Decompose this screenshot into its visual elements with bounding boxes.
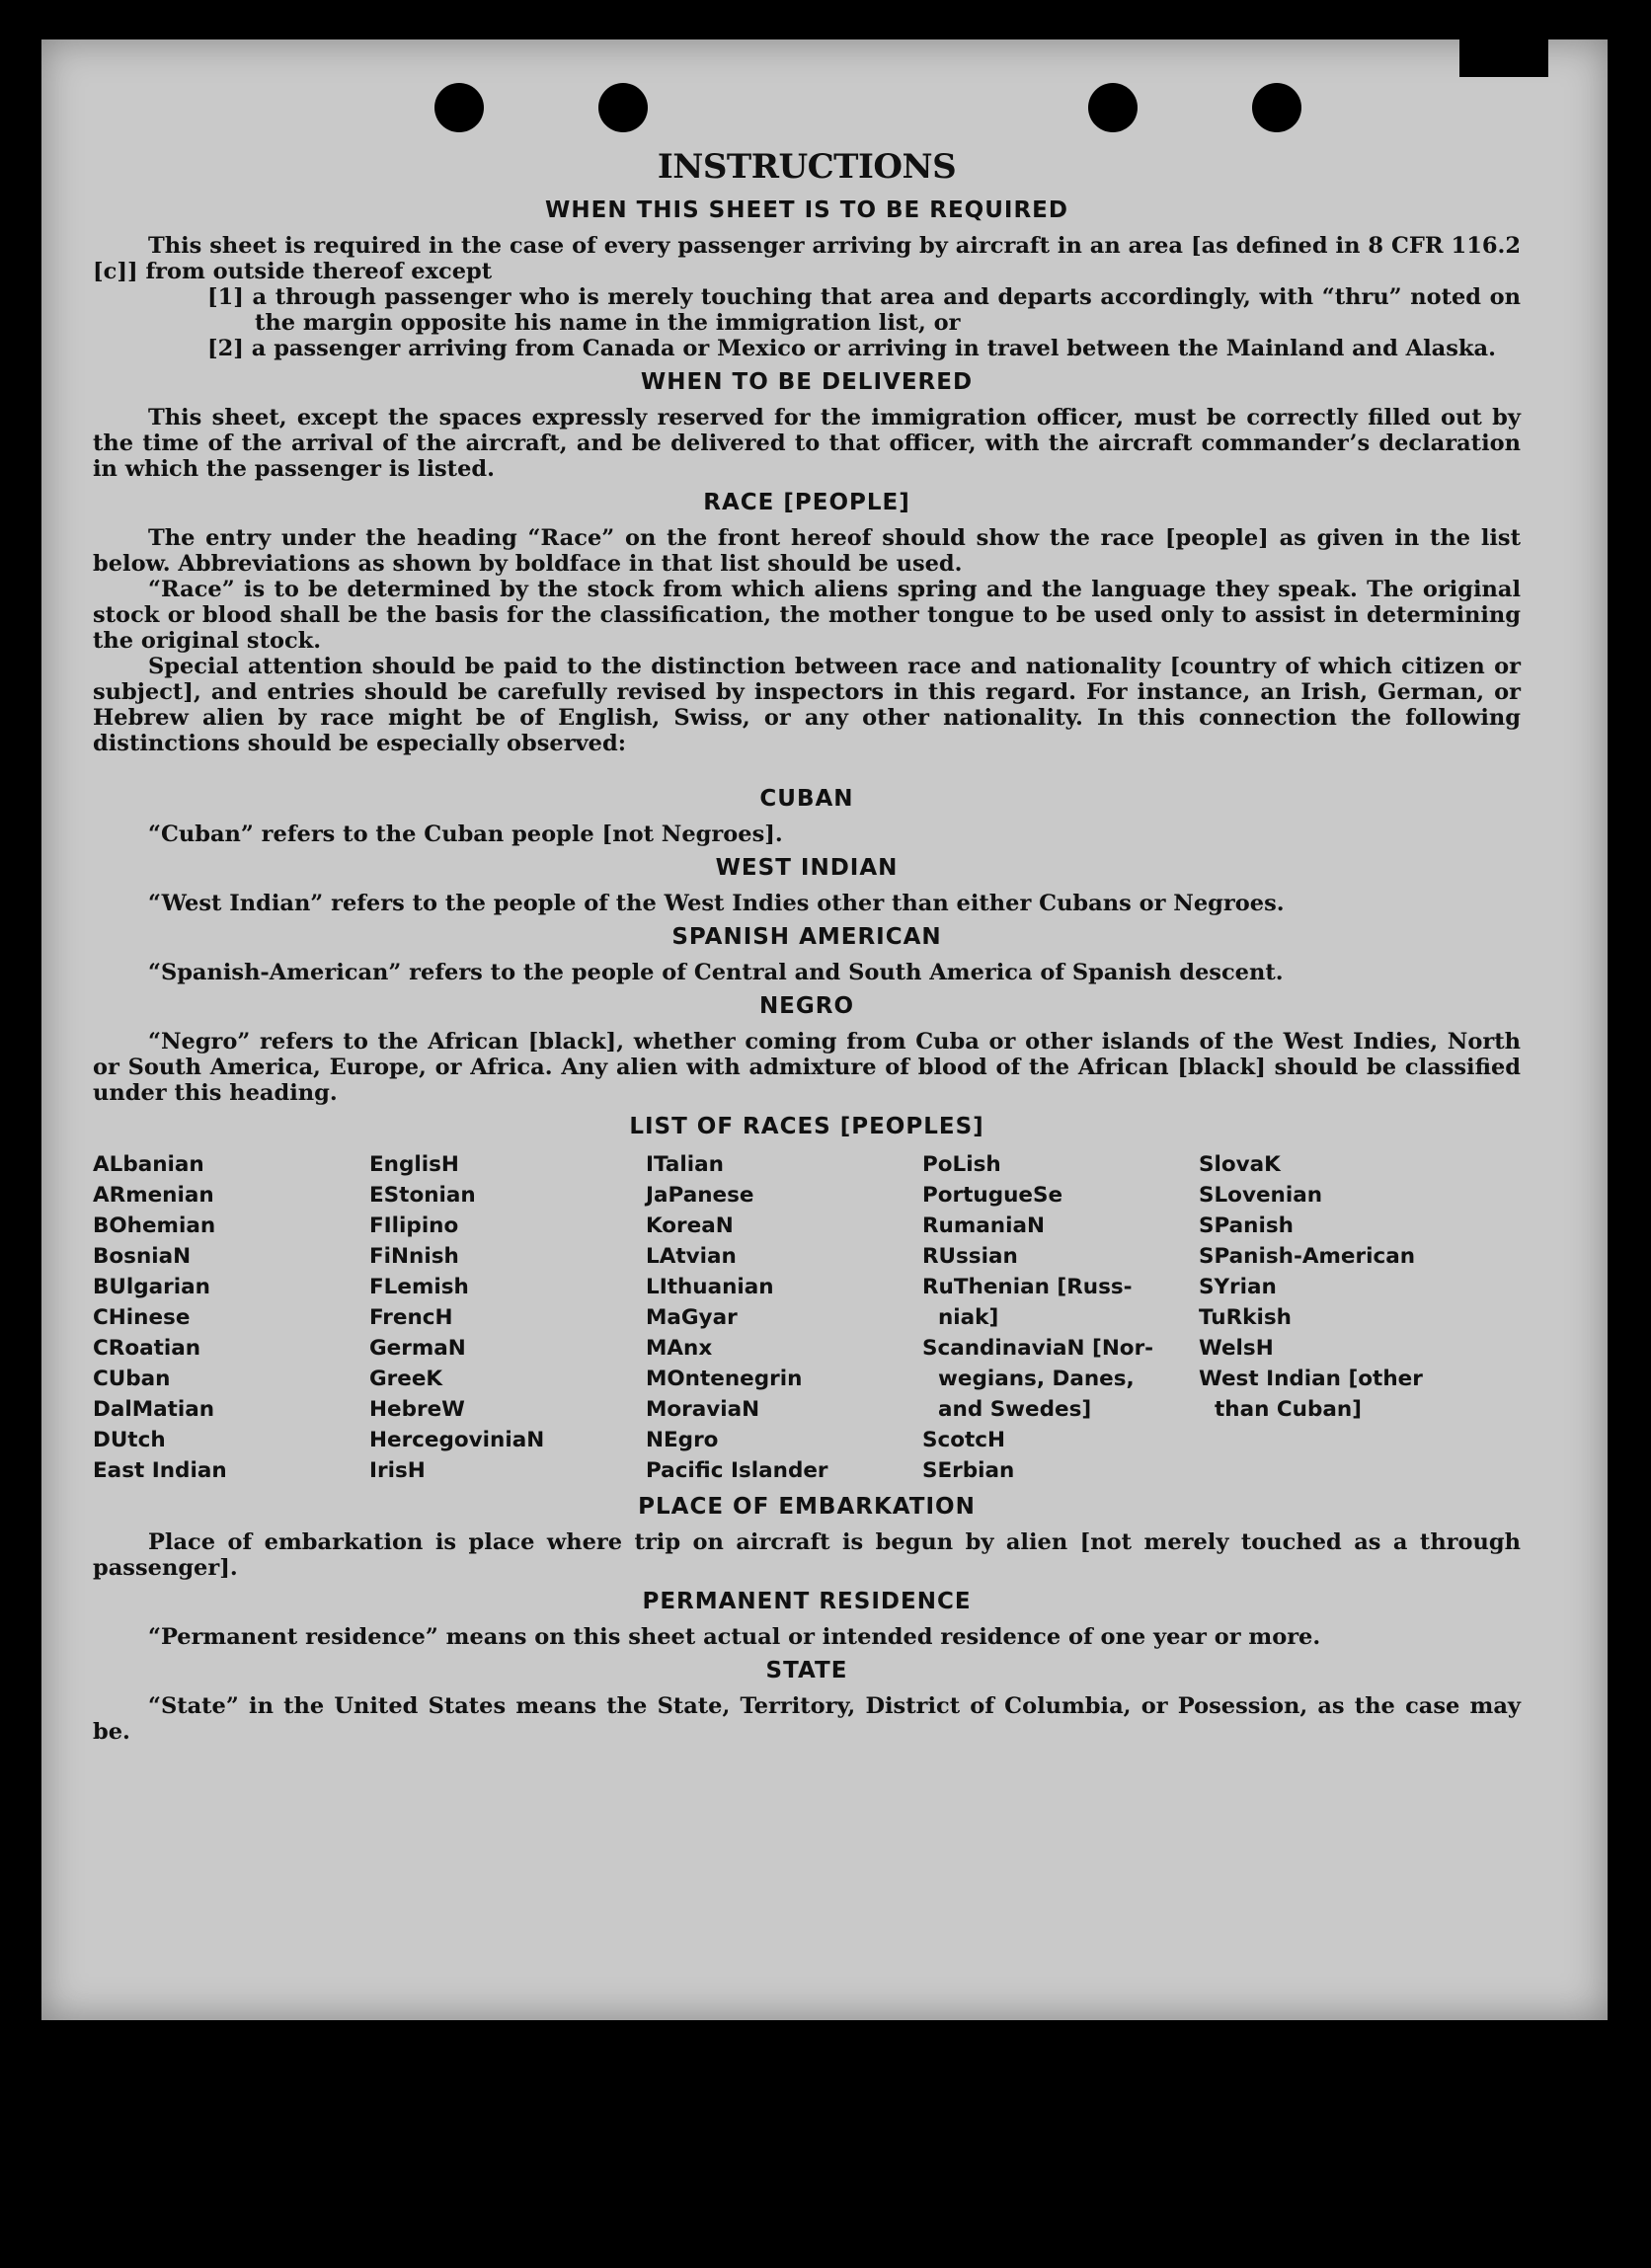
race-paragraph-3: Special attention should be paid to the distinction between race and nationality [country of which citizen or subject], and entries should be carefully revised by inspectors in this regard. For instance, an Irish, German, or Hebrew alien by race might be of English, Swiss, or any other nationality. In this connection the following distinctions should be especially observed:: [93, 654, 1521, 756]
heading-when-delivered: WHEN TO BE DELIVERED: [640, 369, 974, 395]
race-entry: FIlipino: [369, 1213, 459, 1238]
heading-race: RACE [PEOPLE]: [703, 490, 910, 515]
race-entry: GermaN: [369, 1336, 466, 1361]
race-column: [922, 1149, 1199, 1486]
heading-permanent-residence: PERMANENT RESIDENCE: [642, 1589, 972, 1614]
race-entry: WelsH: [1199, 1336, 1274, 1361]
race-entry: MOntenegrin: [646, 1367, 803, 1391]
race-column: [93, 1149, 369, 1486]
permanent-residence-text: “Permanent residence” means on this sheet actual or intended residence of one year or more.: [148, 1624, 1321, 1650]
exception-item-1: [1] a through passenger who is merely touching that area and departs accordingly, with “thru” noted on the margin opposite his name in the immigration list, or: [207, 284, 1521, 336]
heading-cuban: CUBAN: [759, 786, 854, 812]
instructions-content: [93, 148, 1521, 1745]
race-column: [369, 1149, 646, 1486]
race-entry: CUban: [93, 1367, 171, 1391]
race-entry: CHinese: [93, 1305, 191, 1330]
heading-state: STATE: [765, 1658, 848, 1683]
west-indian-text: “West Indian” refers to the people of the West Indies other than either Cubans or Negroes.: [148, 891, 1285, 916]
race-entry: KoreaN: [646, 1213, 734, 1238]
race-entry: TuRkish: [1199, 1305, 1292, 1330]
embarkation-text: Place of embarkation is place where trip on aircraft is begun by alien [not merely touched as a through passenger].: [93, 1529, 1521, 1581]
page-title: INSTRUCTIONS: [657, 147, 957, 187]
race-entry: BOhemian: [93, 1213, 216, 1238]
punch-hole: [1252, 83, 1301, 132]
race-entry: BUlgarian: [93, 1275, 210, 1299]
race-entry: DUtch: [93, 1428, 166, 1452]
race-paragraph-2: “Race” is to be determined by the stock from which aliens spring and the language they speak. The original stock or blood shall be the basis for the classification, the mother tongue to be used only to assist in determining the original stock.: [93, 577, 1521, 654]
race-entry: JaPanese: [646, 1183, 754, 1208]
race-entry: ITalian: [646, 1152, 724, 1177]
heading-negro: NEGRO: [758, 993, 855, 1019]
race-entry: MaGyar: [646, 1305, 738, 1330]
race-entry: BosniaN: [93, 1244, 192, 1269]
race-entry: RumaniaN: [922, 1213, 1045, 1238]
race-entry: NEgro: [646, 1428, 719, 1452]
race-entry: RuThenian [Russ-: [922, 1275, 1133, 1299]
race-entry: HercegoviniaN: [369, 1428, 545, 1452]
race-entry: DalMatian: [93, 1397, 215, 1422]
race-entry: wegians, Danes,: [938, 1367, 1135, 1391]
heading-embarkation: PLACE OF EMBARKATION: [638, 1494, 976, 1520]
race-entry: SYrian: [1199, 1275, 1277, 1299]
race-entry: FLemish: [369, 1275, 469, 1299]
race-entry: GreeK: [369, 1367, 443, 1391]
when-delivered-text: This sheet, except the spaces expressly reserved for the immigration officer, must be correctly filled out by the time of the arrival of the aircraft, and be delivered to that officer, with the aircraft commander’s declaration in which the passenger is listed.: [93, 405, 1521, 482]
race-entry: LIthuanian: [646, 1275, 774, 1299]
race-entry: EStonian: [369, 1183, 476, 1208]
exception-item-2: [2] a passenger arriving from Canada or Mexico or arriving in travel between the Mainland and Alaska.: [207, 336, 1496, 361]
race-entry: LAtvian: [646, 1244, 737, 1269]
race-entry: ScotcH: [922, 1428, 1006, 1452]
punch-hole: [434, 83, 484, 132]
race-entry: niak]: [938, 1305, 999, 1330]
punch-hole: [1088, 83, 1138, 132]
race-entry: PortugueSe: [922, 1183, 1063, 1208]
race-list: [93, 1149, 1521, 1486]
when-required-intro: This sheet is required in the case of every passenger arriving by aircraft in an area [as defined in 8 CFR 116.2 [c]] from outside thereof except: [93, 233, 1521, 284]
heading-list-of-races: LIST OF RACES [PEOPLES]: [629, 1114, 984, 1139]
race-entry: IrisH: [369, 1458, 426, 1483]
race-entry: ARmenian: [93, 1183, 214, 1208]
race-entry: Pacific Islander: [646, 1458, 828, 1483]
heading-west-indian: WEST INDIAN: [715, 855, 899, 881]
race-entry: FiNnish: [369, 1244, 459, 1269]
race-paragraph-1: The entry under the heading “Race” on the front hereof should show the race [people] as given in the list below. Abbreviations as shown by boldface in that list should be used.: [93, 525, 1521, 577]
race-entry: ALbanian: [93, 1152, 204, 1177]
race-entry: than Cuban]: [1215, 1397, 1362, 1422]
race-entry: SlovaK: [1199, 1152, 1281, 1177]
race-entry: and Swedes]: [938, 1397, 1092, 1422]
race-entry: SErbian: [922, 1458, 1015, 1483]
race-column: [646, 1149, 922, 1486]
race-entry: West Indian [other: [1199, 1367, 1423, 1391]
negro-text: “Negro” refers to the African [black], whether coming from Cuba or other islands of the West Indies, North or South America, Europe, or Africa. Any alien with admixture of blood of the African [black] should be classified under this heading.: [93, 1029, 1521, 1106]
race-column: [1199, 1149, 1475, 1486]
race-entry: CRoatian: [93, 1336, 201, 1361]
heading-when-required: WHEN THIS SHEET IS TO BE REQUIRED: [545, 197, 1068, 223]
race-entry: SLovenian: [1199, 1183, 1323, 1208]
race-entry: PoLish: [922, 1152, 1001, 1177]
race-entry: MAnx: [646, 1336, 713, 1361]
race-entry: FrencH: [369, 1305, 453, 1330]
race-entry: SPanish-American: [1199, 1244, 1416, 1269]
spanish-american-text: “Spanish-American” refers to the people of Central and South America of Spanish descent.: [148, 960, 1284, 985]
race-entry: ScandinaviaN [Nor-: [922, 1336, 1154, 1361]
race-entry: EnglisH: [369, 1152, 459, 1177]
heading-spanish-american: SPANISH AMERICAN: [671, 924, 942, 950]
race-entry: RUssian: [922, 1244, 1018, 1269]
state-text: “State” in the United States means the State, Territory, District of Columbia, or Posession, as the case may be.: [93, 1693, 1521, 1745]
race-entry: SPanish: [1199, 1213, 1294, 1238]
punch-hole: [598, 83, 648, 132]
race-entry: MoraviaN: [646, 1397, 760, 1422]
cuban-text: “Cuban” refers to the Cuban people [not Negroes].: [148, 821, 783, 847]
race-entry: HebreW: [369, 1397, 465, 1422]
race-entry: East Indian: [93, 1458, 227, 1483]
page-corner-tab: [1459, 39, 1548, 77]
